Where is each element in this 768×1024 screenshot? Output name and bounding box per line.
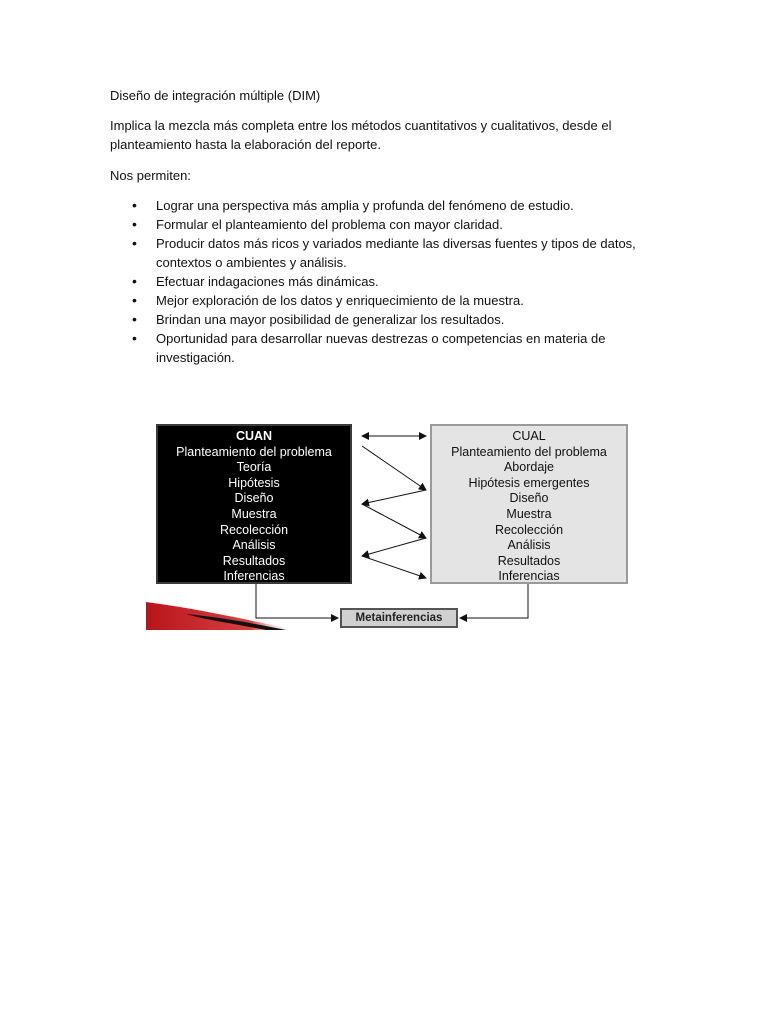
dim-diagram — [146, 418, 636, 632]
list-item: • Producir datos más ricos y variados mediante las diversas fuentes y tipos de datos, contextos o ambientes y análisis. — [110, 234, 650, 272]
cual-item: Muestra — [506, 506, 552, 521]
cuan-item: Resultados — [222, 553, 286, 568]
cual-item: Diseño — [509, 491, 549, 506]
list-item: • Efectuar indagaciones más dinámicas. — [110, 272, 650, 291]
cuan-item: Hipótesis — [228, 475, 280, 490]
red-swoosh — [146, 602, 296, 630]
cual-item: Hipótesis emergentes — [468, 475, 590, 490]
cuan-item: Muestra — [231, 506, 277, 521]
cual-item: Recolección — [494, 522, 564, 537]
cuan-item: Inferencias — [223, 569, 285, 584]
cuan-box — [156, 424, 352, 584]
list-item: • Oportunidad para desarrollar nuevas destrezas o competencias en materia de investigación. — [110, 329, 650, 367]
benefits-list — [110, 196, 650, 367]
cuan-item: Análisis — [232, 538, 276, 553]
cual-box — [430, 424, 628, 584]
cual-item: Abordaje — [503, 460, 555, 475]
list-item: • Formular el planteamiento del problema con mayor claridad. — [110, 215, 650, 234]
cuan-item: Teoría — [236, 460, 272, 475]
cual-item: Resultados — [497, 553, 561, 568]
permiten-label: Nos permiten: — [110, 168, 191, 183]
cual-heading: CUAL — [512, 429, 546, 443]
list-item: • Brindan una mayor posibilidad de generalizar los resultados. — [110, 310, 650, 329]
cual-item: Análisis — [507, 538, 551, 553]
list-item: • Mejor exploración de los datos y enriquecimiento de la muestra. — [110, 291, 650, 310]
cuan-item: Diseño — [234, 491, 274, 506]
cual-item: Planteamiento del problema — [451, 444, 607, 459]
document-title: Diseño de integración múltiple (DIM) — [110, 88, 321, 103]
cuan-heading: CUAN — [235, 429, 273, 443]
intro-paragraph: Implica la mezcla más completa entre los métodos cuantitativos y cualitativos, desde el planteamiento hasta la elaboración del reporte. — [110, 118, 612, 152]
cuan-item: Planteamiento del problema — [176, 444, 332, 459]
list-item: • Lograr una perspectiva más amplia y profunda del fenómeno de estudio. — [110, 196, 650, 215]
cual-item: Inferencias — [498, 569, 560, 584]
metainferencias-box: Metainferencias — [340, 608, 458, 628]
cuan-item: Recolección — [219, 522, 289, 537]
